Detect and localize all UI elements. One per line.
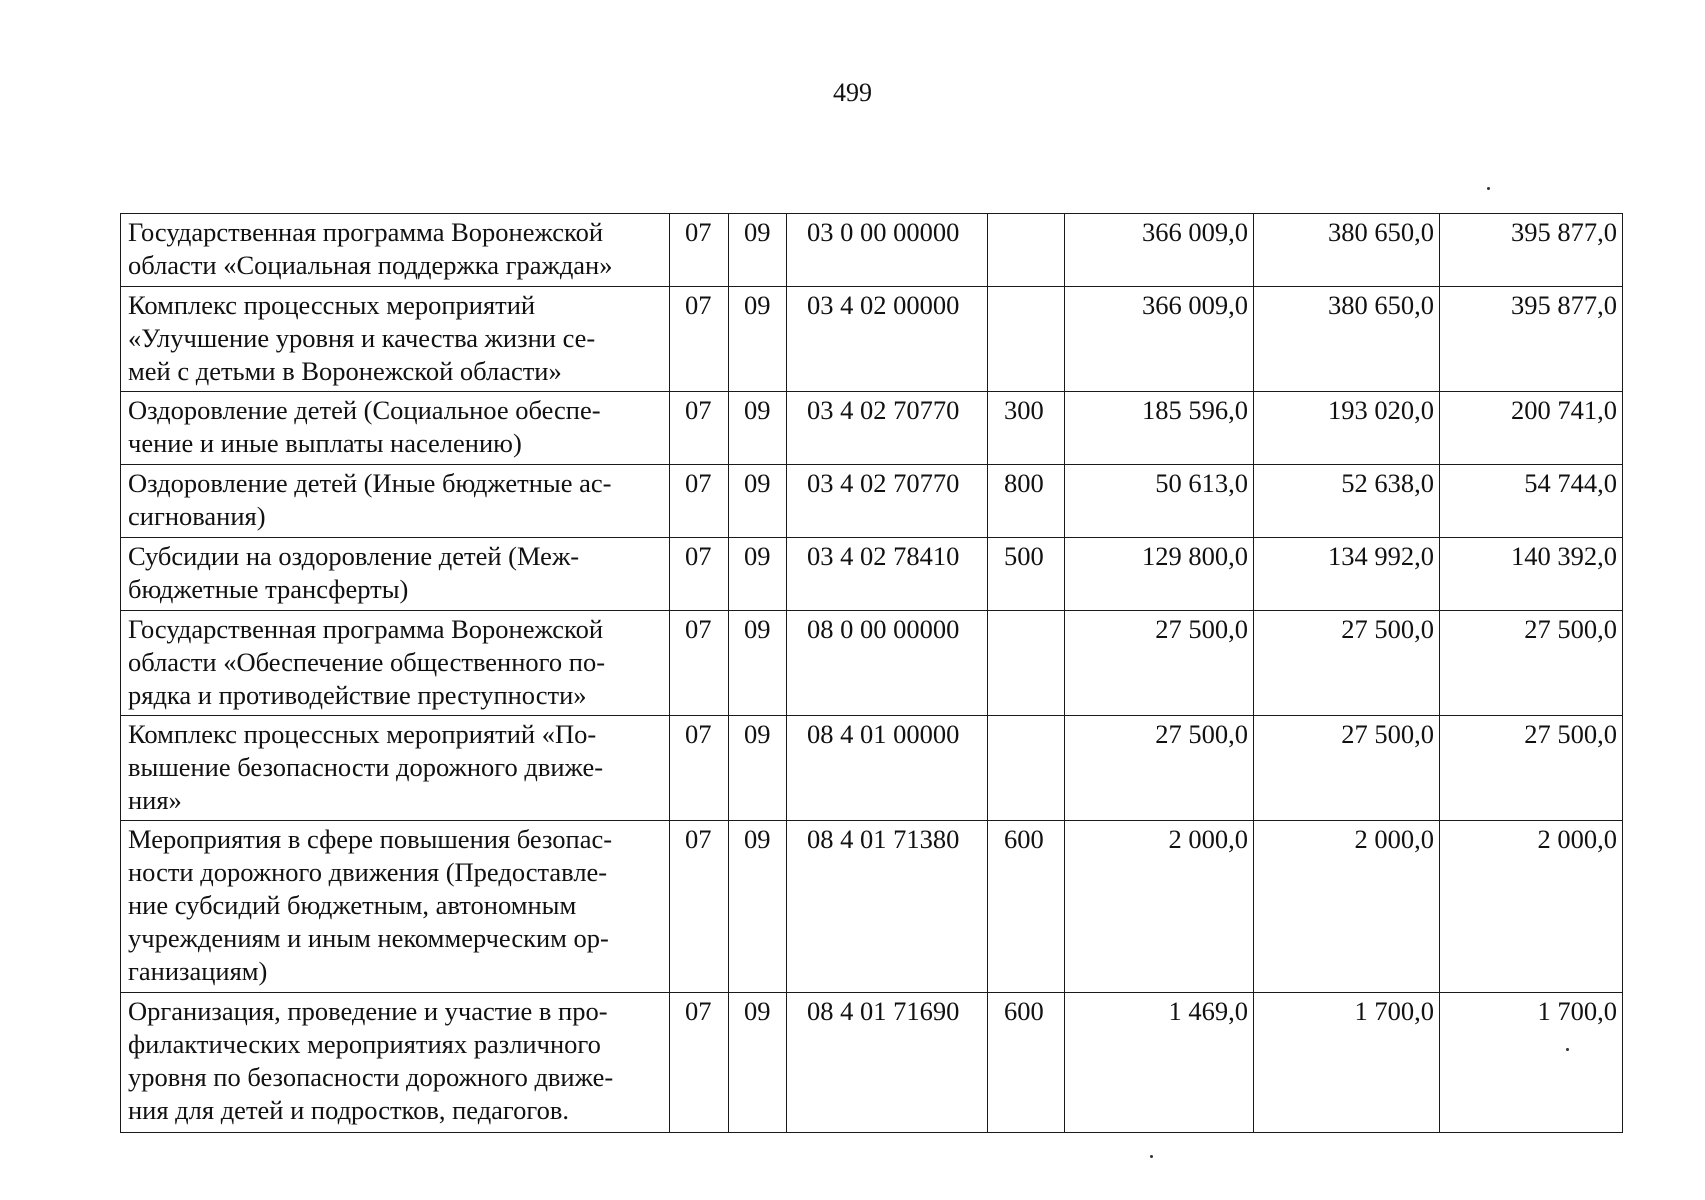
amount-year3-cell: 1 700,0 (1440, 993, 1623, 1133)
page-number: 499 (833, 78, 872, 107)
section-code-cell: 07 (670, 538, 729, 611)
amount-year3-cell: 200 741,0 (1440, 392, 1623, 465)
row-name-line: Субсидии на оздоровление детей (Меж- (128, 541, 580, 571)
amount-year2-cell: 27 500,0 (1254, 611, 1440, 716)
amount-year1-cell: 366 009,0 (1065, 287, 1254, 392)
amount-year3-cell: 2 000,0 (1440, 821, 1623, 993)
amount-year2-cell: 27 500,0 (1254, 716, 1440, 821)
section-code-cell: 07 (670, 611, 729, 716)
amount-year3-cell: 140 392,0 (1440, 538, 1623, 611)
amount-year3-cell: 395 877,0 (1440, 214, 1623, 287)
table-row (121, 993, 1623, 1133)
row-name-line: мей с детьми в Воронежской области» (128, 356, 562, 386)
row-name-line: Государственная программа Воронежской (128, 614, 604, 644)
subsection-code-cell: 09 (729, 287, 787, 392)
row-name-cell (121, 214, 670, 287)
row-name-line: Мероприятия в сфере повышения безопас- (128, 824, 613, 854)
section-code-cell: 07 (670, 993, 729, 1133)
subsection-code-cell: 09 (729, 465, 787, 538)
subsection-code-cell: 09 (729, 392, 787, 465)
row-name-line: Организация, проведение и участие в про- (128, 996, 608, 1026)
target-article-cell: 08 4 01 71690 (787, 993, 988, 1133)
row-name-line: области «Социальная поддержка граждан» (128, 250, 613, 280)
row-name-line: Комплекс процессных мероприятий «По- (128, 719, 597, 749)
section-code-cell: 07 (670, 465, 729, 538)
amount-year2-cell: 380 650,0 (1254, 214, 1440, 287)
row-name-cell (121, 821, 670, 993)
row-name-line: учреждениям и иным некоммерческим ор- (128, 923, 609, 953)
table-row (121, 611, 1623, 716)
amount-year1-cell: 366 009,0 (1065, 214, 1254, 287)
expense-type-cell (988, 611, 1065, 716)
scan-speck (1150, 1155, 1153, 1158)
row-name-line: уровня по безопасности дорожного движе- (128, 1062, 614, 1092)
section-code-cell: 07 (670, 392, 729, 465)
row-name-line: филактических мероприятиях различного (128, 1029, 601, 1059)
table-row (121, 287, 1623, 392)
amount-year3-cell: 27 500,0 (1440, 716, 1623, 821)
table-row (121, 716, 1623, 821)
target-article-cell: 03 4 02 78410 (787, 538, 988, 611)
target-article-cell: 08 4 01 00000 (787, 716, 988, 821)
row-name-cell (121, 993, 670, 1133)
amount-year1-cell: 2 000,0 (1065, 821, 1254, 993)
table-row (121, 538, 1623, 611)
row-name-cell (121, 611, 670, 716)
subsection-code-cell: 09 (729, 538, 787, 611)
row-name-line: бюджетные трансферты) (128, 574, 409, 604)
row-name-line: сигнования) (128, 501, 266, 531)
section-code-cell: 07 (670, 716, 729, 821)
target-article-cell: 03 4 02 70770 (787, 392, 988, 465)
row-name-cell (121, 716, 670, 821)
budget-table (120, 213, 1623, 1133)
amount-year2-cell: 52 638,0 (1254, 465, 1440, 538)
row-name-line: ния для детей и подростков, педагогов. (128, 1095, 569, 1125)
amount-year1-cell: 1 469,0 (1065, 993, 1254, 1133)
amount-year2-cell: 1 700,0 (1254, 993, 1440, 1133)
subsection-code-cell: 09 (729, 611, 787, 716)
row-name-line: ние субсидий бюджетным, автономным (128, 890, 577, 920)
row-name-line: рядка и противодействие преступности» (128, 680, 587, 710)
expense-type-cell (988, 716, 1065, 821)
subsection-code-cell: 09 (729, 214, 787, 287)
expense-type-cell: 300 (988, 392, 1065, 465)
expense-type-cell: 600 (988, 821, 1065, 993)
scan-speck (1487, 187, 1490, 190)
expense-type-cell: 600 (988, 993, 1065, 1133)
row-name-line: Государственная программа Воронежской (128, 217, 604, 247)
amount-year2-cell: 2 000,0 (1254, 821, 1440, 993)
row-name-line: ности дорожного движения (Предоставле- (128, 857, 608, 887)
target-article-cell: 03 0 00 00000 (787, 214, 988, 287)
row-name-line: «Улучшение уровня и качества жизни се- (128, 323, 596, 353)
amount-year1-cell: 27 500,0 (1065, 716, 1254, 821)
amount-year3-cell: 395 877,0 (1440, 287, 1623, 392)
target-article-cell: 08 0 00 00000 (787, 611, 988, 716)
row-name-line: ганизациям) (128, 956, 268, 986)
section-code-cell: 07 (670, 214, 729, 287)
subsection-code-cell: 09 (729, 716, 787, 821)
row-name-cell (121, 538, 670, 611)
amount-year3-cell: 27 500,0 (1440, 611, 1623, 716)
row-name-line: Комплекс процессных мероприятий (128, 290, 536, 320)
target-article-cell: 03 4 02 70770 (787, 465, 988, 538)
amount-year3-cell: 54 744,0 (1440, 465, 1623, 538)
subsection-code-cell: 09 (729, 821, 787, 993)
row-name-line: Оздоровление детей (Социальное обеспе- (128, 395, 601, 425)
table-row (121, 214, 1623, 287)
amount-year2-cell: 380 650,0 (1254, 287, 1440, 392)
expense-type-cell (988, 214, 1065, 287)
section-code-cell: 07 (670, 287, 729, 392)
amount-year2-cell: 134 992,0 (1254, 538, 1440, 611)
scan-speck (1566, 1048, 1569, 1051)
row-name-line: Оздоровление детей (Иные бюджетные ас- (128, 468, 612, 498)
amount-year1-cell: 27 500,0 (1065, 611, 1254, 716)
row-name-line: чение и иные выплаты населению) (128, 428, 522, 458)
expense-type-cell (988, 287, 1065, 392)
amount-year1-cell: 129 800,0 (1065, 538, 1254, 611)
amount-year1-cell: 185 596,0 (1065, 392, 1254, 465)
row-name-cell (121, 465, 670, 538)
expense-type-cell: 500 (988, 538, 1065, 611)
expense-type-cell: 800 (988, 465, 1065, 538)
section-code-cell: 07 (670, 821, 729, 993)
table-row (121, 392, 1623, 465)
table-row (121, 465, 1623, 538)
row-name-line: ния» (128, 785, 182, 815)
target-article-cell: 08 4 01 71380 (787, 821, 988, 993)
table-body (121, 214, 1623, 1133)
amount-year2-cell: 193 020,0 (1254, 392, 1440, 465)
amount-year1-cell: 50 613,0 (1065, 465, 1254, 538)
row-name-cell (121, 392, 670, 465)
row-name-line: области «Обеспечение общественного по- (128, 647, 606, 677)
table-row (121, 821, 1623, 993)
row-name-line: вышение безопасности дорожного движе- (128, 752, 604, 782)
row-name-cell (121, 287, 670, 392)
target-article-cell: 03 4 02 00000 (787, 287, 988, 392)
subsection-code-cell: 09 (729, 993, 787, 1133)
